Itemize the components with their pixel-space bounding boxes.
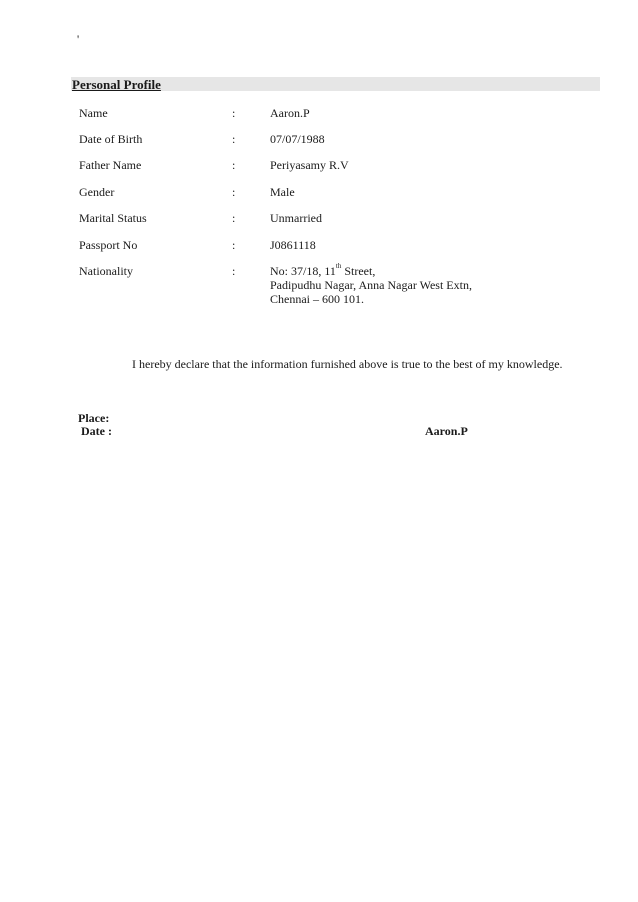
section-title: Personal Profile — [72, 77, 161, 92]
field-label: Name — [79, 106, 108, 120]
stray-mark: ' — [77, 32, 80, 46]
address-line-1-tail: Street, — [341, 264, 376, 278]
field-separator: : — [232, 264, 236, 278]
field-separator: : — [232, 185, 236, 199]
field-label: Marital Status — [79, 211, 147, 225]
field-label: Date of Birth — [79, 132, 143, 146]
field-label: Nationality — [79, 264, 133, 278]
field-value: Aaron.P — [270, 106, 310, 120]
address-line-3: Chennai – 600 101. — [270, 292, 364, 306]
field-value: 07/07/1988 — [270, 132, 325, 146]
field-value: J0861118 — [270, 238, 316, 252]
field-separator: : — [232, 211, 236, 225]
field-separator: : — [232, 132, 236, 146]
field-label: Father Name — [79, 158, 142, 172]
place-label: Place: — [78, 411, 110, 425]
address-line-1-text: No: 37/18, 11 — [270, 264, 336, 278]
ordinal-suffix: th — [335, 262, 342, 270]
date-label: Date : — [81, 424, 112, 438]
field-label: Gender — [79, 185, 115, 199]
address-line-2: Padipudhu Nagar, Anna Nagar West Extn, — [270, 278, 472, 292]
field-label: Passport No — [79, 238, 138, 252]
address-line-1 — [270, 264, 375, 278]
field-value: Male — [270, 185, 295, 199]
field-separator: : — [232, 158, 236, 172]
field-value: Unmarried — [270, 211, 322, 225]
field-separator: : — [232, 238, 236, 252]
signature-name: Aaron.P — [425, 424, 468, 438]
declaration-text: I hereby declare that the information furnished above is true to the best of my knowledge. — [132, 357, 563, 371]
field-separator: : — [232, 106, 236, 120]
field-value: Periyasamy R.V — [270, 158, 349, 172]
